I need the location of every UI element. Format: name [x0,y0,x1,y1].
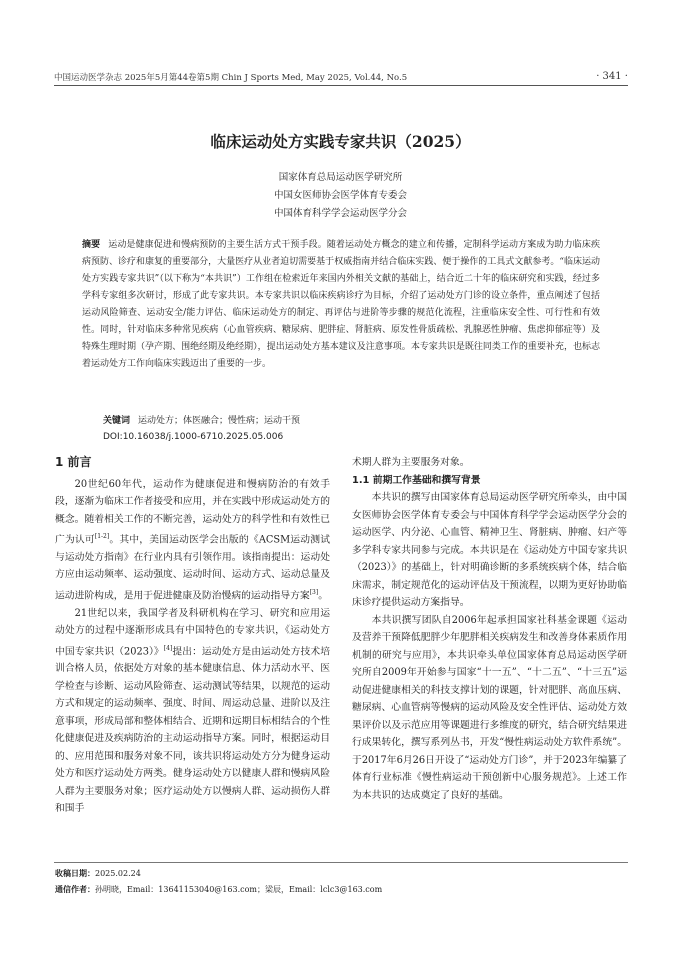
author-org-1: 国家体育总局运动医学研究所 [278,172,403,183]
intro-paragraph-2-continued: 术期人群为主要服务对象。 [352,457,470,468]
abstract-text: 运动是健康促进和慢病预防的主要生活方式干预手段。随着运动处方概念的建立和传播，定制科学运动方案成为助力临床疾病预防、诊疗和康复的重要部分，大量医疗从业者迫切需要基于权威指南并结合临床实践、便于操作的工具式文献参考。“临床运动处方实践专家共识”（以下称为“本共识”）工作组在检索近年来国内外相关文献的基础上，结合近二十年的临床研究和实践，经过多学科专家组多次研讨，形成了此专家共识。本专家共识以临床疾病诊疗为目标，介绍了运动处方门诊的设立条件，重点阐述了包括运动风险筛查、运动安全/能力评估、临床运动处方的制定、再评估与进阶等步骤的规范化流程，注重临床安全性、可行性和有效性。同时，针对临床多种常见疾病（心血管疾病、糖尿病、肥胖症、肾脏病、原发性骨质疏松、乳腺恶性肿瘤、焦虑抑郁症等）及特殊生理时期（孕产期、围绝经期及绝经期），提出运动处方基本建议及注意事项。本专家共识是既往同类工作的重要补充，也标志着运动处方工作向临床实践迈出了重要的一步。 [82,240,600,369]
doi: DOI:10.16038/j.1000-6710.2025.05.006 [103,432,284,442]
footnotes [55,866,382,898]
left-column [55,454,330,818]
section-heading-background: 1.1 前期工作基础和撰写背景 [352,474,481,486]
corresponding-author: 通信作者：孙明晓，Email：13641153040@163.com；梁辰，Email：lclc3@163.com [55,885,383,894]
journal-citation: 中国运动医学杂志 2025年5月第44卷第5期 Chin J Sports Med, May 2025, Vol.44, No.5 [54,73,408,83]
footnote-divider [54,862,628,863]
citation-ref: [1-2] [94,533,110,540]
author-org-2: 中国女医师协会医学体育专委会 [273,190,407,201]
received-date: 收稿日期：2025.02.24 [55,869,141,878]
background-paragraph-1: 本共识的撰写由国家体育总局运动医学研究所牵头，由中国女医师协会医学体育专委会与中国体育科学学会运动医学分会的运动医学、内分泌、心血管、精神卫生、肾脏病、肿瘤、妇产等多学科专家共同参与完成。本共识是在《运动处方中国专家共识（2023）》的基础上，针对明确诊断的多系统疾病个体，结合临床需求，制定规范化的运动评估及干预流程，以期为更好协助临床诊疗提供运动方案指导。 [352,492,627,608]
abstract-label: 摘要 [82,240,101,250]
background-paragraph-2: 本共识撰写团队自2006年起承担国家社科基金课题《运动及营养干预降低肥胖少年肥胖相关疾病发生和改善身体素质作用机制的研究与应用》，本共识牵头单位国家体育总局运动医学研究所自2009年开始参与国家“十一五”、“十二五”、“十三五”运动促进健康相关的科技支撑计划的课题，针对肥胖、高血压病、糖尿病、心血管病等慢病的运动风险及安全性评估、运动处方效果评价以及示范应用等课题进行多维度的研究，结合研究结果进行成果转化，撰写系列丛书，开发“慢性病运动处方软件系统”。于2017年6月26日开设了“运动处方门诊”，并于2023年编纂了体育行业标准《慢性病运动干预创新中心服务规范》。上述工作为本共识的达成奠定了良好的基础。 [352,614,627,801]
citation-ref: [3] [309,588,319,596]
author-affiliations [0,169,681,223]
running-header [54,71,628,83]
article-title: 临床运动处方实践专家共识（2025） [210,132,471,151]
citation-ref: [4] [163,644,173,652]
intro-paragraph-2: 21世纪以来，我国学者及科研机构在学习、研究和应用运动处方的过程中逐渐形成具有中国特色的专家共识，《运动处方中国专家共识（2023）》[4]提出：运动处方是由运动处方技术培训合格人员，依据处方对象的基本健康信息、体力活动水平、医学检查与诊断、运动风险筛查、运动测试等结果，以规范的运动方式和规定的运动频率、强度、时间、周运动总量、进阶以及注意事项，形成局部和整体相结合、近期和远期目标相结合的个性化健康促进及疾病防治的主动运动指导方案。同时，根据运动目的、应用范围和服务对象不同，该共识将运动处方分为健身运动处方和医疗运动处方两类。健身运动处方以健康人群和慢病风险人群为主要服务对象；医疗运动处方以慢病人群、运动损伤人群和围手 [55,607,330,815]
right-column [352,454,627,804]
keywords [103,413,603,426]
header-divider [54,85,628,86]
keywords-text: 运动处方；体医融合；慢性病；运动干预 [138,416,301,426]
section-heading-intro: 1 前言 [55,455,92,469]
keywords-label: 关键词 [103,416,131,426]
page-number: · 341 · [596,71,628,82]
intro-paragraph-1: 20世纪60年代，运动作为健康促进和慢病防治的有效手段，逐渐为临床工作者接受和应用，并在实践中形成运动处方的概念。随着相关工作的不断完善，运动处方的科学性和有效性已广为认可[1-2]。其中，美国运动医学会出版的《ACSM运动测试与运动处方指南》在行业内具有引领作用。该指南提出：运动处方应由运动频率、运动强度、运动时间、运动方式、运动总量及运动进阶构成，是用于促进健康及防治慢病的运动指导方案[3]。 [55,478,330,602]
abstract [82,237,600,373]
author-org-3: 中国体育科学学会运动医学分会 [273,208,407,219]
